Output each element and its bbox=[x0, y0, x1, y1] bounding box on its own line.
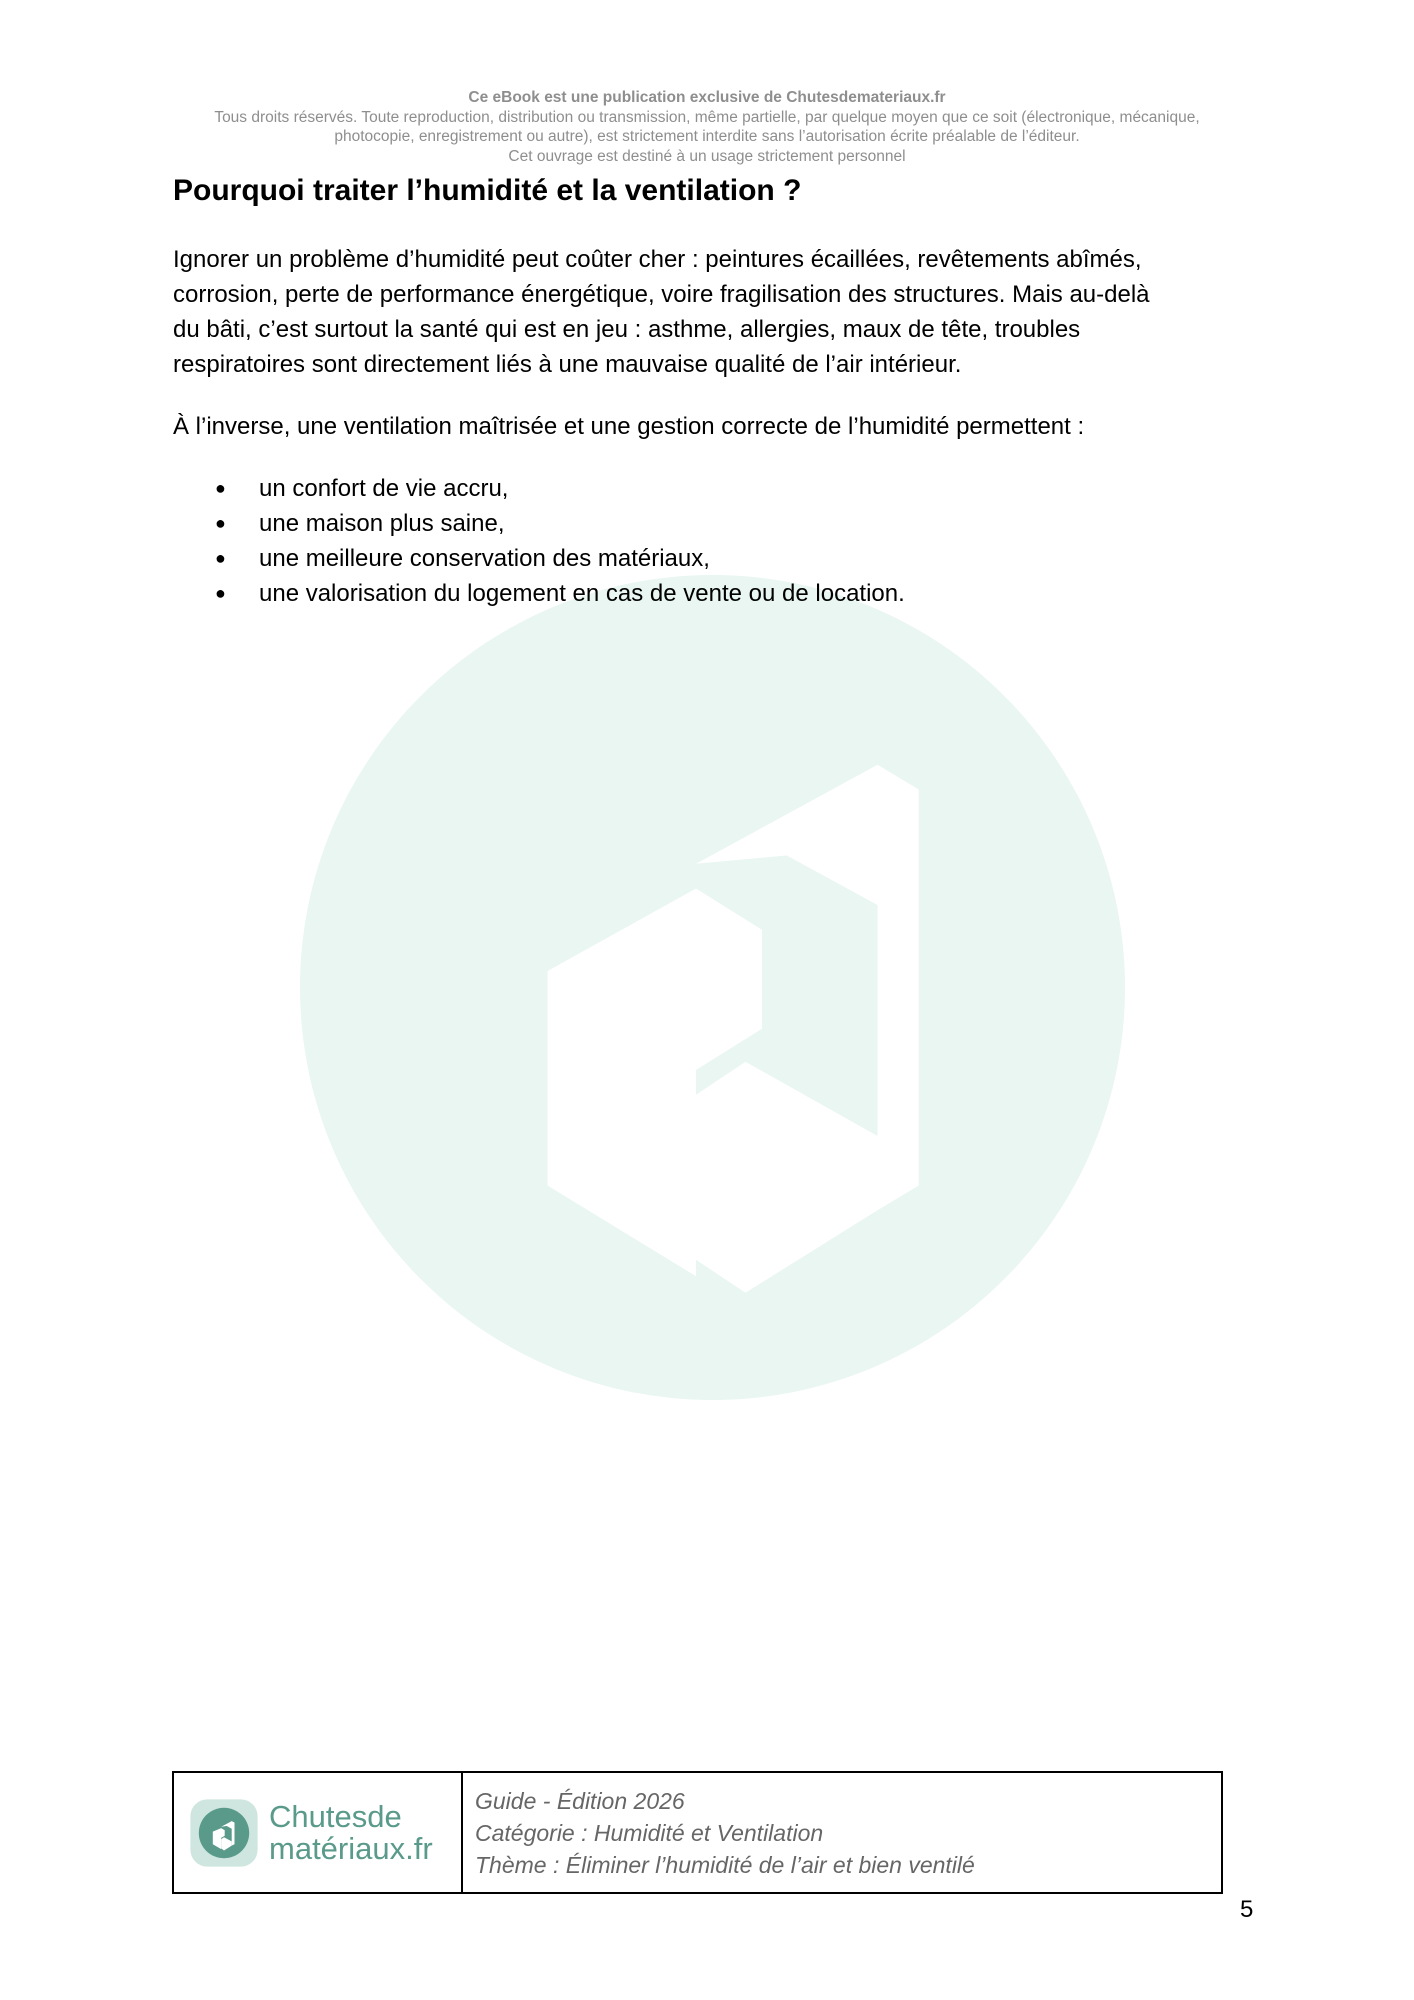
header-line-2: Tous droits réservés. Toute reproduction, distribution ou transmission, même partielle, par quelque moyen que ce soit (électronique, mécanique, bbox=[214, 108, 1200, 126]
footer-logo-cell bbox=[174, 1773, 463, 1892]
guide-category: Catégorie : Humidité et Ventilation bbox=[475, 1820, 824, 1846]
page-number: 5 bbox=[1240, 1896, 1254, 1923]
bullet-icon: ● bbox=[215, 583, 226, 603]
guide-edition: Guide - Édition 2026 bbox=[475, 1788, 685, 1814]
list-item-text: une meilleure conservation des matériaux, bbox=[259, 545, 710, 572]
guide-theme: Thème : Éliminer l’humidité de l’air et bien ventilé bbox=[475, 1852, 975, 1878]
footer-table bbox=[172, 1771, 1223, 1894]
list-item-text: un confort de vie accru, bbox=[259, 475, 509, 502]
main-content bbox=[173, 172, 1253, 611]
benefits-list bbox=[173, 471, 1253, 611]
intro-line-4: respiratoires sont directement liés à une mauvaise qualité de l’air intérieur. bbox=[173, 351, 962, 378]
benefits-intro-paragraph: À l’inverse, une ventilation maîtrisée et une gestion correcte de l’humidité permettent : bbox=[173, 413, 1085, 440]
copyright-header bbox=[0, 88, 1414, 166]
list-item bbox=[173, 506, 1253, 541]
intro-line-3: du bâti, c’est surtout la santé qui est en jeu : asthme, allergies, maux de tête, troubles bbox=[173, 316, 1081, 343]
hexagon-cube-logo-icon bbox=[189, 1798, 259, 1868]
bullet-icon: ● bbox=[215, 478, 226, 498]
intro-paragraph bbox=[173, 242, 1253, 382]
header-line-4: Cet ouvrage est destiné à un usage strictement personnel bbox=[508, 147, 906, 165]
intro-line-2: corrosion, perte de performance énergétique, voire fragilisation des structures. Mais au-delà bbox=[173, 281, 1150, 308]
header-line-3: photocopie, enregistrement ou autre), est strictement interdite sans l’autorisation écrite préalable de l’éditeur. bbox=[334, 128, 1080, 145]
list-item bbox=[173, 541, 1253, 576]
list-item-text: une valorisation du logement en cas de vente ou de location. bbox=[259, 580, 905, 607]
bullet-icon: ● bbox=[215, 548, 226, 568]
logo-text bbox=[269, 1798, 433, 1866]
brand-logo bbox=[189, 1798, 433, 1868]
list-item bbox=[173, 576, 1253, 611]
footer-info-cell bbox=[463, 1773, 1221, 1892]
header-line-1: Ce eBook est une publication exclusive de Chutesdemateriaux.fr bbox=[468, 89, 946, 106]
section-title: Pourquoi traiter l’humidité et la ventilation ? bbox=[173, 174, 802, 207]
logo-text-line-1: Chutesde bbox=[269, 1798, 402, 1834]
list-item bbox=[173, 471, 1253, 506]
logo-text-line-2: matériaux.fr bbox=[269, 1830, 433, 1866]
watermark-logo-icon bbox=[300, 575, 1125, 1400]
bullet-icon: ● bbox=[215, 513, 226, 533]
intro-line-1: Ignorer un problème d’humidité peut coûter cher : peintures écaillées, revêtements abîmés, bbox=[173, 246, 1142, 273]
list-item-text: une maison plus saine, bbox=[259, 510, 505, 537]
